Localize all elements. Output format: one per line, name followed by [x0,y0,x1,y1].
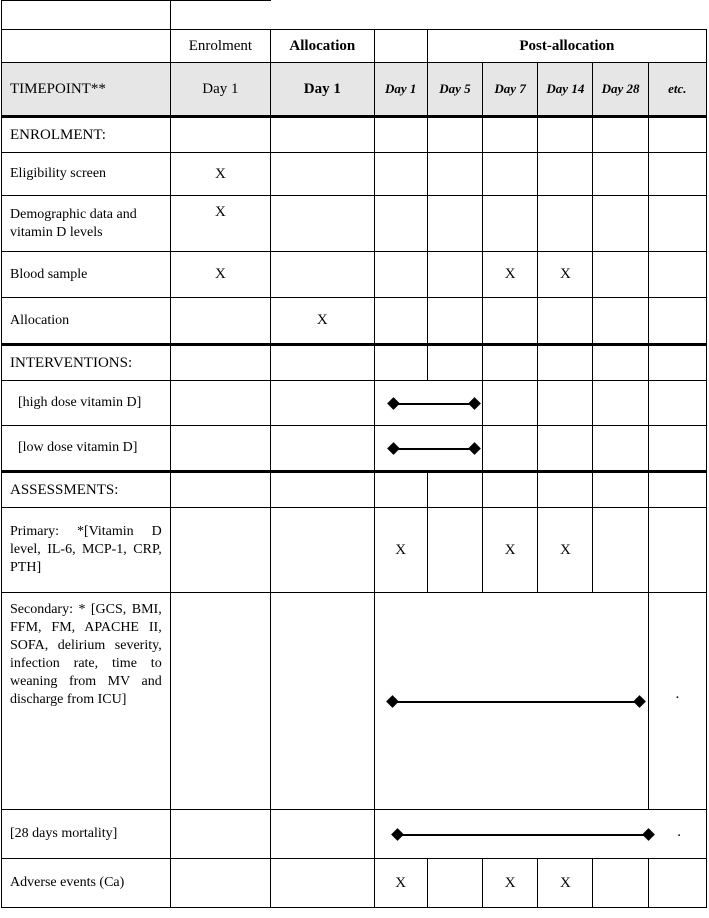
cell [593,345,648,381]
cell [271,381,374,426]
timepoint-day7: Day 7 [483,63,538,117]
header-stub-row [2,1,707,30]
row-label-eligibility-screen: Eligibility screen [2,153,171,196]
row-label-blood-sample: Blood sample [2,252,171,298]
table-row [2,859,707,908]
cell [593,196,648,252]
bar-low-dose [374,426,482,472]
cell [374,153,427,196]
cell [170,508,270,593]
corner-cell [2,1,171,30]
cell [593,153,648,196]
mark-primary-day7: X [483,508,538,593]
cell [271,508,374,593]
table-row [2,196,707,252]
cell [648,298,706,345]
cell [427,345,482,381]
cell [483,153,538,196]
timepoint-allocation-day1: Day 1 [271,63,374,117]
row-label-low-dose-vitamin-d: [low dose vitamin D] [2,426,171,472]
cell [593,508,648,593]
cell [374,196,427,252]
mark-demographic-enrolment: X [170,196,270,252]
bar-mortality: . [374,810,706,859]
cell [593,117,648,153]
period-allocation: Allocation [271,30,374,63]
mark-eligibility-enrolment: X [170,153,270,196]
table-row [2,508,707,593]
table-row [2,298,707,345]
cell [427,117,482,153]
cell [648,153,706,196]
cell [648,345,706,381]
mark-adverse-day14: X [538,859,593,908]
mark-primary-day14: X [538,508,593,593]
cell [170,345,270,381]
cell [271,593,374,810]
bar-high-dose [374,381,482,426]
bar-secondary [374,593,648,810]
cell [271,117,374,153]
row-label-allocation: Allocation [2,298,171,345]
period-enrolment: Enrolment [170,30,270,63]
cell [538,196,593,252]
cell [271,345,374,381]
cell [483,381,538,426]
section-header-interventions [2,345,707,381]
row-label-high-dose-vitamin-d: [high dose vitamin D] [2,381,171,426]
section-header-enrolment [2,117,707,153]
spirit-schedule-table [1,0,707,908]
cell [427,196,482,252]
cell [648,252,706,298]
cell [170,426,270,472]
cell [374,298,427,345]
cell [593,252,648,298]
dot-secondary-etc: . [648,593,706,810]
cell [593,381,648,426]
stub-allocation [271,1,374,30]
cell [483,426,538,472]
cell [538,381,593,426]
cell [374,252,427,298]
cell [593,426,648,472]
cell [170,117,270,153]
table-row [2,153,707,196]
mark-adverse-day7: X [483,859,538,908]
timepoint-label: TIMEPOINT** [2,63,171,117]
row-label-28-days-mortality: [28 days mortality] [2,810,171,859]
cell [483,345,538,381]
cell [538,298,593,345]
mark-primary-day1: X [374,508,427,593]
cell [648,859,706,908]
cell [593,298,648,345]
period-corner [2,30,171,63]
cell [483,472,538,508]
cell [648,508,706,593]
cell [170,381,270,426]
table-row [2,252,707,298]
cell [648,426,706,472]
cell [538,345,593,381]
cell [427,153,482,196]
cell [170,810,270,859]
table-row [2,810,707,859]
cell [648,117,706,153]
period-spacer [374,30,427,63]
cell [648,472,706,508]
period-header-row [2,30,707,63]
row-label-adverse-events: Adverse events (Ca) [2,859,171,908]
mark-blood-enrolment: X [170,252,270,298]
cell [271,252,374,298]
section-title-enrolment: ENROLMENT: [2,117,171,153]
cell [374,472,427,508]
cell [538,472,593,508]
cell [374,117,427,153]
section-header-assessments [2,472,707,508]
cell [483,117,538,153]
mark-adverse-day1: X [374,859,427,908]
mark-blood-day7: X [483,252,538,298]
row-label-secondary-outcomes: Secondary: * [GCS, BMI, FFM, FM, APACHE II, SOFA, delirium severity, infection rate, time to weaning from MV and discharge from ICU] [2,593,171,810]
cell [593,859,648,908]
cell [648,381,706,426]
row-label-demographic-data: Demographic data and vitamin D levels [2,196,171,252]
cell [427,859,482,908]
table-row [2,381,707,426]
stub-enrolment [170,1,270,30]
timepoint-day28: Day 28 [593,63,648,117]
cell [271,196,374,252]
cell [271,153,374,196]
period-post-allocation: Post-allocation [427,30,706,63]
cell [538,153,593,196]
timepoint-day1: Day 1 [374,63,427,117]
cell [271,859,374,908]
stub-postallocation [374,1,706,30]
cell [271,810,374,859]
section-title-assessments: ASSESSMENTS: [2,472,171,508]
timepoint-day5: Day 5 [427,63,482,117]
cell [427,252,482,298]
cell [427,298,482,345]
timepoint-enrolment-day1: Day 1 [170,63,270,117]
cell [483,196,538,252]
timepoint-day14: Day 14 [538,63,593,117]
row-label-primary-outcomes: Primary: *[Vitamin D level, IL-6, MCP-1, CRP, PTH] [2,508,171,593]
cell [271,472,374,508]
cell [170,593,270,810]
mark-blood-day14: X [538,252,593,298]
mark-allocation-allocation: X [271,298,374,345]
cell [170,298,270,345]
cell [170,859,270,908]
cell [648,196,706,252]
table-row [2,593,707,810]
cell [483,298,538,345]
cell [538,426,593,472]
timepoint-etc: etc. [648,63,706,117]
cell [170,472,270,508]
cell [271,426,374,472]
cell [427,508,482,593]
cell [538,117,593,153]
section-title-interventions: INTERVENTIONS: [2,345,171,381]
table-row [2,426,707,472]
timepoint-row [2,63,707,117]
cell [427,472,482,508]
cell [593,472,648,508]
cell [374,345,427,381]
